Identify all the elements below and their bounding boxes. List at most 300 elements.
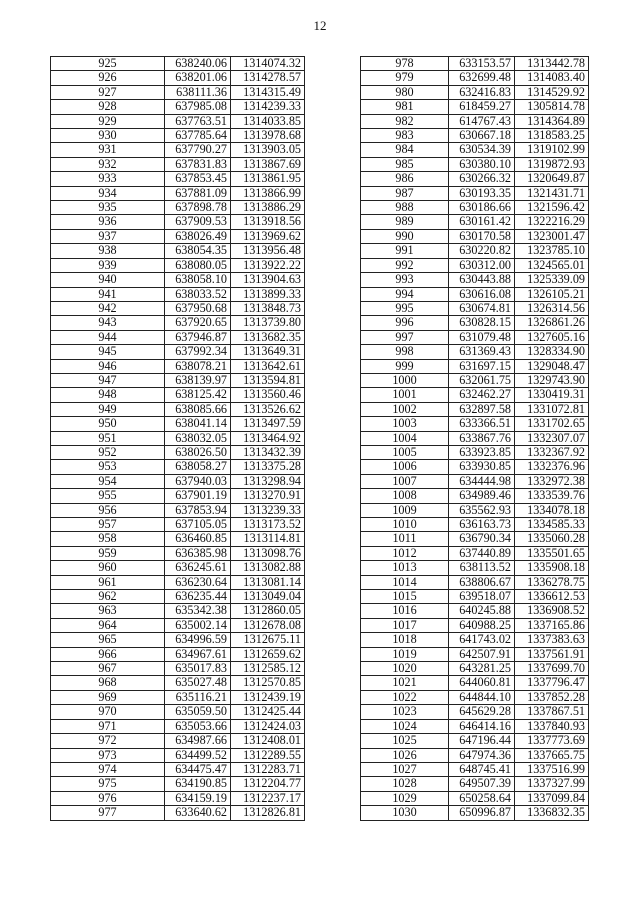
table-row — [361, 748, 589, 762]
x-coordinate-cell: 645629.28 — [449, 705, 515, 719]
table-row — [51, 518, 305, 532]
point-number-cell: 1029 — [361, 791, 449, 805]
table-row — [51, 618, 305, 632]
point-number-cell: 1010 — [361, 518, 449, 532]
y-coordinate-cell: 1313978.68 — [231, 129, 305, 143]
table-row — [51, 647, 305, 661]
point-number-cell: 968 — [51, 676, 165, 690]
y-coordinate-cell: 1313375.28 — [231, 460, 305, 474]
table-row — [361, 201, 589, 215]
point-number-cell: 1019 — [361, 647, 449, 661]
point-number-cell: 947 — [51, 373, 165, 387]
x-coordinate-cell: 637920.65 — [165, 316, 231, 330]
x-coordinate-cell: 642507.91 — [449, 647, 515, 661]
table-row — [51, 129, 305, 143]
x-coordinate-cell: 630616.08 — [449, 287, 515, 301]
y-coordinate-cell: 1332376.96 — [515, 460, 589, 474]
point-number-cell: 943 — [51, 316, 165, 330]
y-coordinate-cell: 1313082.88 — [231, 561, 305, 575]
x-coordinate-cell: 644844.10 — [449, 690, 515, 704]
table-row — [361, 719, 589, 733]
y-coordinate-cell: 1313861.95 — [231, 172, 305, 186]
point-number-cell: 1008 — [361, 489, 449, 503]
y-coordinate-cell: 1314364.89 — [515, 114, 589, 128]
point-number-cell: 1014 — [361, 575, 449, 589]
point-number-cell: 940 — [51, 273, 165, 287]
y-coordinate-cell: 1313969.62 — [231, 229, 305, 243]
point-number-cell: 978 — [361, 57, 449, 71]
x-coordinate-cell: 650258.64 — [449, 791, 515, 805]
point-number-cell: 985 — [361, 157, 449, 171]
x-coordinate-cell: 637950.68 — [165, 301, 231, 315]
table-row — [51, 330, 305, 344]
x-coordinate-cell: 614767.43 — [449, 114, 515, 128]
y-coordinate-cell: 1330419.31 — [515, 388, 589, 402]
y-coordinate-cell: 1331702.65 — [515, 417, 589, 431]
x-coordinate-cell: 630170.58 — [449, 229, 515, 243]
table-row — [51, 388, 305, 402]
y-coordinate-cell: 1323001.47 — [515, 229, 589, 243]
point-number-cell: 931 — [51, 143, 165, 157]
x-coordinate-cell: 637985.08 — [165, 100, 231, 114]
table-row — [51, 762, 305, 776]
table-row — [51, 590, 305, 604]
table-row — [51, 503, 305, 517]
x-coordinate-cell: 646414.16 — [449, 719, 515, 733]
table-row — [361, 561, 589, 575]
table-row — [51, 157, 305, 171]
table-row — [361, 287, 589, 301]
x-coordinate-cell: 647196.44 — [449, 734, 515, 748]
x-coordinate-cell: 632416.83 — [449, 85, 515, 99]
y-coordinate-cell: 1313594.81 — [231, 373, 305, 387]
point-number-cell: 954 — [51, 474, 165, 488]
table-row — [51, 705, 305, 719]
table-row — [51, 100, 305, 114]
x-coordinate-cell: 635562.93 — [449, 503, 515, 517]
x-coordinate-cell: 630674.81 — [449, 301, 515, 315]
y-coordinate-cell: 1313098.76 — [231, 546, 305, 560]
y-coordinate-cell: 1314315.49 — [231, 85, 305, 99]
point-number-cell: 953 — [51, 460, 165, 474]
x-coordinate-cell: 634996.59 — [165, 633, 231, 647]
y-coordinate-cell: 1313081.14 — [231, 575, 305, 589]
point-number-cell: 1023 — [361, 705, 449, 719]
point-number-cell: 950 — [51, 417, 165, 431]
y-coordinate-cell: 1313903.05 — [231, 143, 305, 157]
x-coordinate-cell: 637881.09 — [165, 186, 231, 200]
y-coordinate-cell: 1313682.35 — [231, 330, 305, 344]
x-coordinate-cell: 637946.87 — [165, 330, 231, 344]
point-number-cell: 998 — [361, 345, 449, 359]
y-coordinate-cell: 1329743.90 — [515, 373, 589, 387]
x-coordinate-cell: 634987.66 — [165, 734, 231, 748]
x-coordinate-cell: 636790.34 — [449, 532, 515, 546]
table-row — [361, 676, 589, 690]
table-row — [51, 71, 305, 85]
y-coordinate-cell: 1305814.78 — [515, 100, 589, 114]
point-number-cell: 1006 — [361, 460, 449, 474]
x-coordinate-cell: 633867.76 — [449, 431, 515, 445]
y-coordinate-cell: 1329048.47 — [515, 359, 589, 373]
x-coordinate-cell: 634499.52 — [165, 748, 231, 762]
point-number-cell: 996 — [361, 316, 449, 330]
point-number-cell: 937 — [51, 229, 165, 243]
x-coordinate-cell: 649507.39 — [449, 777, 515, 791]
y-coordinate-cell: 1336908.52 — [515, 604, 589, 618]
point-number-cell: 984 — [361, 143, 449, 157]
table-row — [361, 618, 589, 632]
point-number-cell: 1002 — [361, 402, 449, 416]
point-number-cell: 961 — [51, 575, 165, 589]
table-row — [51, 489, 305, 503]
y-coordinate-cell: 1312675.11 — [231, 633, 305, 647]
point-number-cell: 1000 — [361, 373, 449, 387]
y-coordinate-cell: 1312283.71 — [231, 762, 305, 776]
table-row — [361, 85, 589, 99]
point-number-cell: 969 — [51, 690, 165, 704]
table-row — [361, 431, 589, 445]
x-coordinate-cell: 630667.18 — [449, 129, 515, 143]
x-coordinate-cell: 647974.36 — [449, 748, 515, 762]
table-row — [361, 690, 589, 704]
point-number-cell: 949 — [51, 402, 165, 416]
point-number-cell: 993 — [361, 273, 449, 287]
x-coordinate-cell: 638201.06 — [165, 71, 231, 85]
point-number-cell: 1013 — [361, 561, 449, 575]
point-number-cell: 1017 — [361, 618, 449, 632]
x-coordinate-cell: 639518.07 — [449, 590, 515, 604]
point-number-cell: 1022 — [361, 690, 449, 704]
table-row — [361, 489, 589, 503]
y-coordinate-cell: 1312425.44 — [231, 705, 305, 719]
point-number-cell: 1028 — [361, 777, 449, 791]
y-coordinate-cell: 1328334.90 — [515, 345, 589, 359]
y-coordinate-cell: 1313904.63 — [231, 273, 305, 287]
x-coordinate-cell: 635002.14 — [165, 618, 231, 632]
y-coordinate-cell: 1319102.99 — [515, 143, 589, 157]
x-coordinate-cell: 643281.25 — [449, 662, 515, 676]
x-coordinate-cell: 644060.81 — [449, 676, 515, 690]
y-coordinate-cell: 1336612.53 — [515, 590, 589, 604]
point-number-cell: 962 — [51, 590, 165, 604]
point-number-cell: 925 — [51, 57, 165, 71]
y-coordinate-cell: 1313649.31 — [231, 345, 305, 359]
point-number-cell: 959 — [51, 546, 165, 560]
y-coordinate-cell: 1337665.75 — [515, 748, 589, 762]
point-number-cell: 960 — [51, 561, 165, 575]
point-number-cell: 1011 — [361, 532, 449, 546]
x-coordinate-cell: 637901.19 — [165, 489, 231, 503]
table-row — [361, 647, 589, 661]
table-row — [361, 532, 589, 546]
x-coordinate-cell: 637853.94 — [165, 503, 231, 517]
point-number-cell: 1015 — [361, 590, 449, 604]
y-coordinate-cell: 1313526.62 — [231, 402, 305, 416]
x-coordinate-cell: 637105.05 — [165, 518, 231, 532]
table-row — [51, 186, 305, 200]
y-coordinate-cell: 1337796.47 — [515, 676, 589, 690]
x-coordinate-cell: 631079.48 — [449, 330, 515, 344]
point-number-cell: 980 — [361, 85, 449, 99]
x-coordinate-cell: 630380.10 — [449, 157, 515, 171]
x-coordinate-cell: 632462.27 — [449, 388, 515, 402]
x-coordinate-cell: 638026.50 — [165, 445, 231, 459]
table-row — [51, 662, 305, 676]
x-coordinate-cell: 641743.02 — [449, 633, 515, 647]
x-coordinate-cell: 637853.45 — [165, 172, 231, 186]
point-number-cell: 939 — [51, 258, 165, 272]
x-coordinate-cell: 630220.82 — [449, 244, 515, 258]
y-coordinate-cell: 1312204.77 — [231, 777, 305, 791]
y-coordinate-cell: 1312678.08 — [231, 618, 305, 632]
table-row — [361, 301, 589, 315]
y-coordinate-cell: 1337867.51 — [515, 705, 589, 719]
point-number-cell: 976 — [51, 791, 165, 805]
point-number-cell: 970 — [51, 705, 165, 719]
x-coordinate-cell: 630193.35 — [449, 186, 515, 200]
x-coordinate-cell: 650996.87 — [449, 806, 515, 820]
point-number-cell: 1012 — [361, 546, 449, 560]
table-row — [361, 186, 589, 200]
y-coordinate-cell: 1321596.42 — [515, 201, 589, 215]
x-coordinate-cell: 638033.52 — [165, 287, 231, 301]
table-row — [51, 143, 305, 157]
point-number-cell: 966 — [51, 647, 165, 661]
x-coordinate-cell: 634190.85 — [165, 777, 231, 791]
table-row — [51, 431, 305, 445]
table-row — [361, 445, 589, 459]
x-coordinate-cell: 633153.57 — [449, 57, 515, 71]
point-number-cell: 963 — [51, 604, 165, 618]
y-coordinate-cell: 1325339.09 — [515, 273, 589, 287]
y-coordinate-cell: 1312408.01 — [231, 734, 305, 748]
point-number-cell: 952 — [51, 445, 165, 459]
y-coordinate-cell: 1322216.29 — [515, 215, 589, 229]
point-number-cell: 972 — [51, 734, 165, 748]
x-coordinate-cell: 634989.46 — [449, 489, 515, 503]
table-row — [361, 604, 589, 618]
x-coordinate-cell: 638113.52 — [449, 561, 515, 575]
point-number-cell: 932 — [51, 157, 165, 171]
table-row — [361, 546, 589, 560]
x-coordinate-cell: 640988.25 — [449, 618, 515, 632]
table-row — [361, 518, 589, 532]
table-row — [51, 791, 305, 805]
y-coordinate-cell: 1313298.94 — [231, 474, 305, 488]
x-coordinate-cell: 636385.98 — [165, 546, 231, 560]
x-coordinate-cell: 640245.88 — [449, 604, 515, 618]
point-number-cell: 941 — [51, 287, 165, 301]
y-coordinate-cell: 1313239.33 — [231, 503, 305, 517]
point-number-cell: 988 — [361, 201, 449, 215]
point-number-cell: 979 — [361, 71, 449, 85]
point-number-cell: 929 — [51, 114, 165, 128]
x-coordinate-cell: 638085.66 — [165, 402, 231, 416]
table-row — [361, 71, 589, 85]
y-coordinate-cell: 1323785.10 — [515, 244, 589, 258]
table-row — [51, 57, 305, 71]
coordinates-table-left — [50, 56, 305, 821]
y-coordinate-cell: 1312439.19 — [231, 690, 305, 704]
point-number-cell: 933 — [51, 172, 165, 186]
point-number-cell: 926 — [51, 71, 165, 85]
table-row — [51, 417, 305, 431]
point-number-cell: 951 — [51, 431, 165, 445]
table-row — [361, 777, 589, 791]
x-coordinate-cell: 630828.15 — [449, 316, 515, 330]
x-coordinate-cell: 630266.32 — [449, 172, 515, 186]
y-coordinate-cell: 1337773.69 — [515, 734, 589, 748]
point-number-cell: 990 — [361, 229, 449, 243]
x-coordinate-cell: 631369.43 — [449, 345, 515, 359]
point-number-cell: 1026 — [361, 748, 449, 762]
y-coordinate-cell: 1313497.59 — [231, 417, 305, 431]
table-row — [51, 806, 305, 820]
x-coordinate-cell: 630443.88 — [449, 273, 515, 287]
point-number-cell: 930 — [51, 129, 165, 143]
point-number-cell: 967 — [51, 662, 165, 676]
point-number-cell: 928 — [51, 100, 165, 114]
table-row — [361, 100, 589, 114]
point-number-cell: 999 — [361, 359, 449, 373]
y-coordinate-cell: 1313956.48 — [231, 244, 305, 258]
point-number-cell: 1021 — [361, 676, 449, 690]
y-coordinate-cell: 1313899.33 — [231, 287, 305, 301]
y-coordinate-cell: 1331072.81 — [515, 402, 589, 416]
table-body-right — [361, 57, 589, 821]
x-coordinate-cell: 632897.58 — [449, 402, 515, 416]
point-number-cell: 1007 — [361, 474, 449, 488]
x-coordinate-cell: 638806.67 — [449, 575, 515, 589]
table-row — [51, 633, 305, 647]
y-coordinate-cell: 1313867.69 — [231, 157, 305, 171]
point-number-cell: 948 — [51, 388, 165, 402]
table-row — [51, 345, 305, 359]
y-coordinate-cell: 1312659.62 — [231, 647, 305, 661]
y-coordinate-cell: 1313739.80 — [231, 316, 305, 330]
point-number-cell: 975 — [51, 777, 165, 791]
x-coordinate-cell: 637785.64 — [165, 129, 231, 143]
y-coordinate-cell: 1332367.92 — [515, 445, 589, 459]
x-coordinate-cell: 637940.03 — [165, 474, 231, 488]
table-row — [361, 229, 589, 243]
table-row — [361, 388, 589, 402]
point-number-cell: 1009 — [361, 503, 449, 517]
x-coordinate-cell: 635116.21 — [165, 690, 231, 704]
x-coordinate-cell: 632061.75 — [449, 373, 515, 387]
y-coordinate-cell: 1313866.99 — [231, 186, 305, 200]
point-number-cell: 1030 — [361, 806, 449, 820]
point-number-cell: 1016 — [361, 604, 449, 618]
y-coordinate-cell: 1321431.71 — [515, 186, 589, 200]
table-row — [51, 690, 305, 704]
x-coordinate-cell: 638058.27 — [165, 460, 231, 474]
point-number-cell: 965 — [51, 633, 165, 647]
y-coordinate-cell: 1312570.85 — [231, 676, 305, 690]
y-coordinate-cell: 1326105.21 — [515, 287, 589, 301]
point-number-cell: 942 — [51, 301, 165, 315]
table-row — [51, 604, 305, 618]
point-number-cell: 991 — [361, 244, 449, 258]
point-number-cell: 964 — [51, 618, 165, 632]
x-coordinate-cell: 638111.36 — [165, 85, 231, 99]
point-number-cell: 1018 — [361, 633, 449, 647]
y-coordinate-cell: 1313922.22 — [231, 258, 305, 272]
table-row — [361, 734, 589, 748]
y-coordinate-cell: 1326861.26 — [515, 316, 589, 330]
table-row — [51, 201, 305, 215]
y-coordinate-cell: 1335060.28 — [515, 532, 589, 546]
y-coordinate-cell: 1318583.25 — [515, 129, 589, 143]
y-coordinate-cell: 1337840.93 — [515, 719, 589, 733]
y-coordinate-cell: 1313464.92 — [231, 431, 305, 445]
point-number-cell: 935 — [51, 201, 165, 215]
x-coordinate-cell: 634967.61 — [165, 647, 231, 661]
table-row — [361, 359, 589, 373]
y-coordinate-cell: 1337383.63 — [515, 633, 589, 647]
y-coordinate-cell: 1314033.85 — [231, 114, 305, 128]
x-coordinate-cell: 637909.53 — [165, 215, 231, 229]
point-number-cell: 995 — [361, 301, 449, 315]
x-coordinate-cell: 637992.34 — [165, 345, 231, 359]
table-row — [51, 777, 305, 791]
x-coordinate-cell: 637763.51 — [165, 114, 231, 128]
table-row — [361, 402, 589, 416]
x-coordinate-cell: 635027.48 — [165, 676, 231, 690]
x-coordinate-cell: 637790.27 — [165, 143, 231, 157]
y-coordinate-cell: 1312237.17 — [231, 791, 305, 805]
y-coordinate-cell: 1312585.12 — [231, 662, 305, 676]
x-coordinate-cell: 638078.21 — [165, 359, 231, 373]
y-coordinate-cell: 1336278.75 — [515, 575, 589, 589]
table-row — [361, 273, 589, 287]
y-coordinate-cell: 1313886.29 — [231, 201, 305, 215]
x-coordinate-cell: 636245.61 — [165, 561, 231, 575]
table-row — [361, 460, 589, 474]
x-coordinate-cell: 633930.85 — [449, 460, 515, 474]
x-coordinate-cell: 634159.19 — [165, 791, 231, 805]
table-row — [51, 229, 305, 243]
x-coordinate-cell: 636460.85 — [165, 532, 231, 546]
table-row — [361, 258, 589, 272]
y-coordinate-cell: 1337099.84 — [515, 791, 589, 805]
y-coordinate-cell: 1313918.56 — [231, 215, 305, 229]
point-number-cell: 927 — [51, 85, 165, 99]
y-coordinate-cell: 1337561.91 — [515, 647, 589, 661]
x-coordinate-cell: 638054.35 — [165, 244, 231, 258]
table-row — [361, 172, 589, 186]
x-coordinate-cell: 638026.49 — [165, 229, 231, 243]
y-coordinate-cell: 1313432.39 — [231, 445, 305, 459]
point-number-cell: 994 — [361, 287, 449, 301]
point-number-cell: 955 — [51, 489, 165, 503]
table-row — [51, 748, 305, 762]
point-number-cell: 944 — [51, 330, 165, 344]
table-row — [361, 590, 589, 604]
table-row — [51, 402, 305, 416]
y-coordinate-cell: 1313442.78 — [515, 57, 589, 71]
point-number-cell: 934 — [51, 186, 165, 200]
y-coordinate-cell: 1313114.81 — [231, 532, 305, 546]
table-row — [51, 561, 305, 575]
table-row — [51, 273, 305, 287]
y-coordinate-cell: 1334078.18 — [515, 503, 589, 517]
x-coordinate-cell: 635053.66 — [165, 719, 231, 733]
point-number-cell: 997 — [361, 330, 449, 344]
x-coordinate-cell: 633640.62 — [165, 806, 231, 820]
table-row — [361, 503, 589, 517]
